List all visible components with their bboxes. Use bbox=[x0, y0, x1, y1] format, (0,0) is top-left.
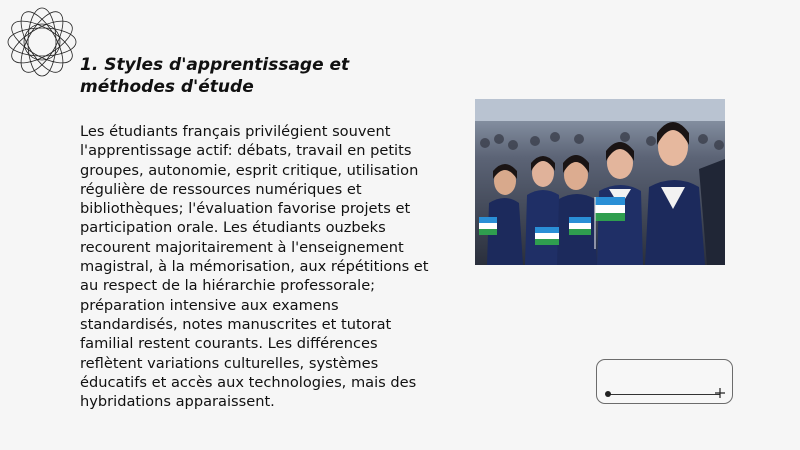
slide-body-text: Les étudiants français privilégient souvent l'apprentissage actif: débats, travail en petits groupes, autonomie, esprit critique, utilisation régulière de ressources numériques et bibliothèques; l'évaluation favorise projets et participation orale. Les étudiants ouzbeks recourent majoritairement à l'enseignement magistral, à la mémorisation, aux répétitions et au respect de la hiérarchie professorale; préparation intensive aux examens standardisés, notes manuscrites et tutorat familial restent courants. Les différences reflètent variations culturelles, systèmes éducatifs et accès aux technologies, mais des hybridations apparaissent. bbox=[80, 123, 429, 411]
students-photo bbox=[475, 99, 725, 265]
progress-track[interactable] bbox=[607, 394, 720, 395]
plus-icon[interactable] bbox=[714, 387, 726, 399]
logo-icon bbox=[4, 4, 80, 80]
media-control[interactable] bbox=[596, 359, 733, 404]
progress-knob[interactable] bbox=[605, 391, 611, 397]
slide-title: 1. Styles d'apprentissage et méthodes d'étude bbox=[80, 55, 350, 97]
